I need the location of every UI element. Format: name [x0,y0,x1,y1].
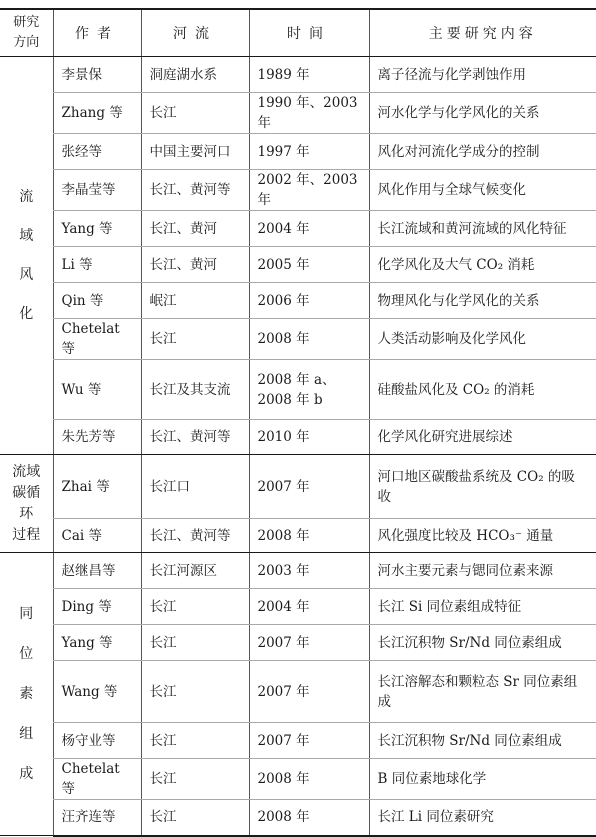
river-cell: 岷江 [141,283,249,319]
content-cell: B 同位素地球化学 [369,759,596,800]
author-cell: Qin 等 [53,283,141,319]
river-cell: 长江 [141,319,249,360]
author-cell: 赵继昌等 [53,553,141,589]
author-cell: 李晶莹等 [53,170,141,211]
time-cell: 2008 年 [249,800,369,836]
table-row [0,723,596,759]
author-cell: Cai 等 [53,519,141,553]
river-cell: 长江 [141,723,249,759]
content-cell: 风化作用与全球气候变化 [369,170,596,211]
time-cell: 2002 年、2003 年 [249,170,369,211]
content-cell: 长江 Li 同位素研究 [369,800,596,836]
time-cell: 1997 年 [249,134,369,170]
author-cell: Yang 等 [53,625,141,661]
author-cell: Yang 等 [53,211,141,247]
content-cell: 长江沉积物 Sr/Nd 同位素组成 [369,723,596,759]
author-cell: 朱先芳等 [53,420,141,455]
table-row [0,57,596,93]
header-river: 河流 [141,9,249,57]
time-cell: 1989 年 [249,57,369,93]
river-cell: 长江 [141,800,249,836]
time-cell: 2003 年 [249,553,369,589]
author-cell: 杨守业等 [53,723,141,759]
content-cell: 长江流域和黄河流域的风化特征 [369,211,596,247]
table-row [0,759,596,800]
time-cell: 1990 年、2003 年 [249,93,369,134]
table-row [0,134,596,170]
river-cell: 长江、黄河 [141,211,249,247]
author-cell: Chetelat 等 [53,759,141,800]
table-row [0,519,596,553]
table-row [0,93,596,134]
table-row [0,211,596,247]
author-cell: Zhang 等 [53,93,141,134]
table-body [0,57,596,836]
time-cell: 2004 年 [249,211,369,247]
time-cell: 2008 年 [249,759,369,800]
direction-isotope: 同 位 素 组 成 [0,553,53,836]
author-cell: Zhai 等 [53,455,141,519]
content-cell: 河口地区碳酸盐系统及 CO₂ 的吸收 [369,455,596,519]
time-cell: 2007 年 [249,625,369,661]
river-cell: 长江 [141,589,249,625]
direction-weathering: 流 域 风 化 [0,57,53,455]
table-header [0,9,596,57]
river-cell: 长江 [141,93,249,134]
content-cell: 离子径流与化学剥蚀作用 [369,57,596,93]
content-cell: 物理风化与化学风化的关系 [369,283,596,319]
content-cell: 人类活动影响及化学风化 [369,319,596,360]
author-cell: 李景保 [53,57,141,93]
time-cell: 2008 年 a、 2008 年 b [249,360,369,420]
content-cell: 硅酸盐风化及 CO₂ 的消耗 [369,360,596,420]
author-cell: Chetelat 等 [53,319,141,360]
content-cell: 化学风化及大气 CO₂ 消耗 [369,247,596,283]
river-cell: 长江、黄河 [141,247,249,283]
time-cell: 2004 年 [249,589,369,625]
river-cell: 长江 [141,625,249,661]
author-cell: Li 等 [53,247,141,283]
river-cell: 长江、黄河等 [141,519,249,553]
table-row [0,170,596,211]
river-cell: 中国主要河口 [141,134,249,170]
content-cell: 化学风化研究进展综述 [369,420,596,455]
time-cell: 2008 年 [249,319,369,360]
river-cell: 长江 [141,661,249,723]
river-cell: 长江口 [141,455,249,519]
content-cell: 河水主要元素与锶同位素来源 [369,553,596,589]
author-cell: 张经等 [53,134,141,170]
content-cell: 风化对河流化学成分的控制 [369,134,596,170]
table-row [0,661,596,723]
content-cell: 长江溶解态和颗粒态 Sr 同位素组成 [369,661,596,723]
time-cell: 2008 年 [249,519,369,553]
table-row [0,455,596,519]
table-row [0,283,596,319]
time-cell: 2007 年 [249,661,369,723]
time-cell: 2006 年 [249,283,369,319]
research-table [0,8,596,837]
table-row [0,360,596,420]
table-row [0,800,596,836]
header-direction: 研究 方向 [0,9,53,57]
time-cell: 2007 年 [249,723,369,759]
table-row [0,319,596,360]
table-row [0,247,596,283]
table-row [0,420,596,455]
author-cell: Ding 等 [53,589,141,625]
river-cell: 长江、黄河等 [141,170,249,211]
river-cell: 长江及其支流 [141,360,249,420]
time-cell: 2007 年 [249,455,369,519]
direction-carbon-cycle: 流域 碳循 环 过程 [0,455,53,553]
author-cell: 汪齐连等 [53,800,141,836]
author-cell: Wang 等 [53,661,141,723]
content-cell: 河水化学与化学风化的关系 [369,93,596,134]
river-cell: 洞庭湖水系 [141,57,249,93]
content-cell: 长江 Si 同位素组成特征 [369,589,596,625]
content-cell: 风化强度比较及 HCO₃⁻ 通量 [369,519,596,553]
table-row [0,625,596,661]
table-row [0,589,596,625]
table-row [0,553,596,589]
header-content: 主要研究内容 [369,9,596,57]
time-cell: 2005 年 [249,247,369,283]
content-cell: 长江沉积物 Sr/Nd 同位素组成 [369,625,596,661]
river-cell: 长江河源区 [141,553,249,589]
header-time: 时间 [249,9,369,57]
time-cell: 2010 年 [249,420,369,455]
river-cell: 长江、黄河等 [141,420,249,455]
author-cell: Wu 等 [53,360,141,420]
river-cell: 长江 [141,759,249,800]
header-author: 作者 [53,9,141,57]
